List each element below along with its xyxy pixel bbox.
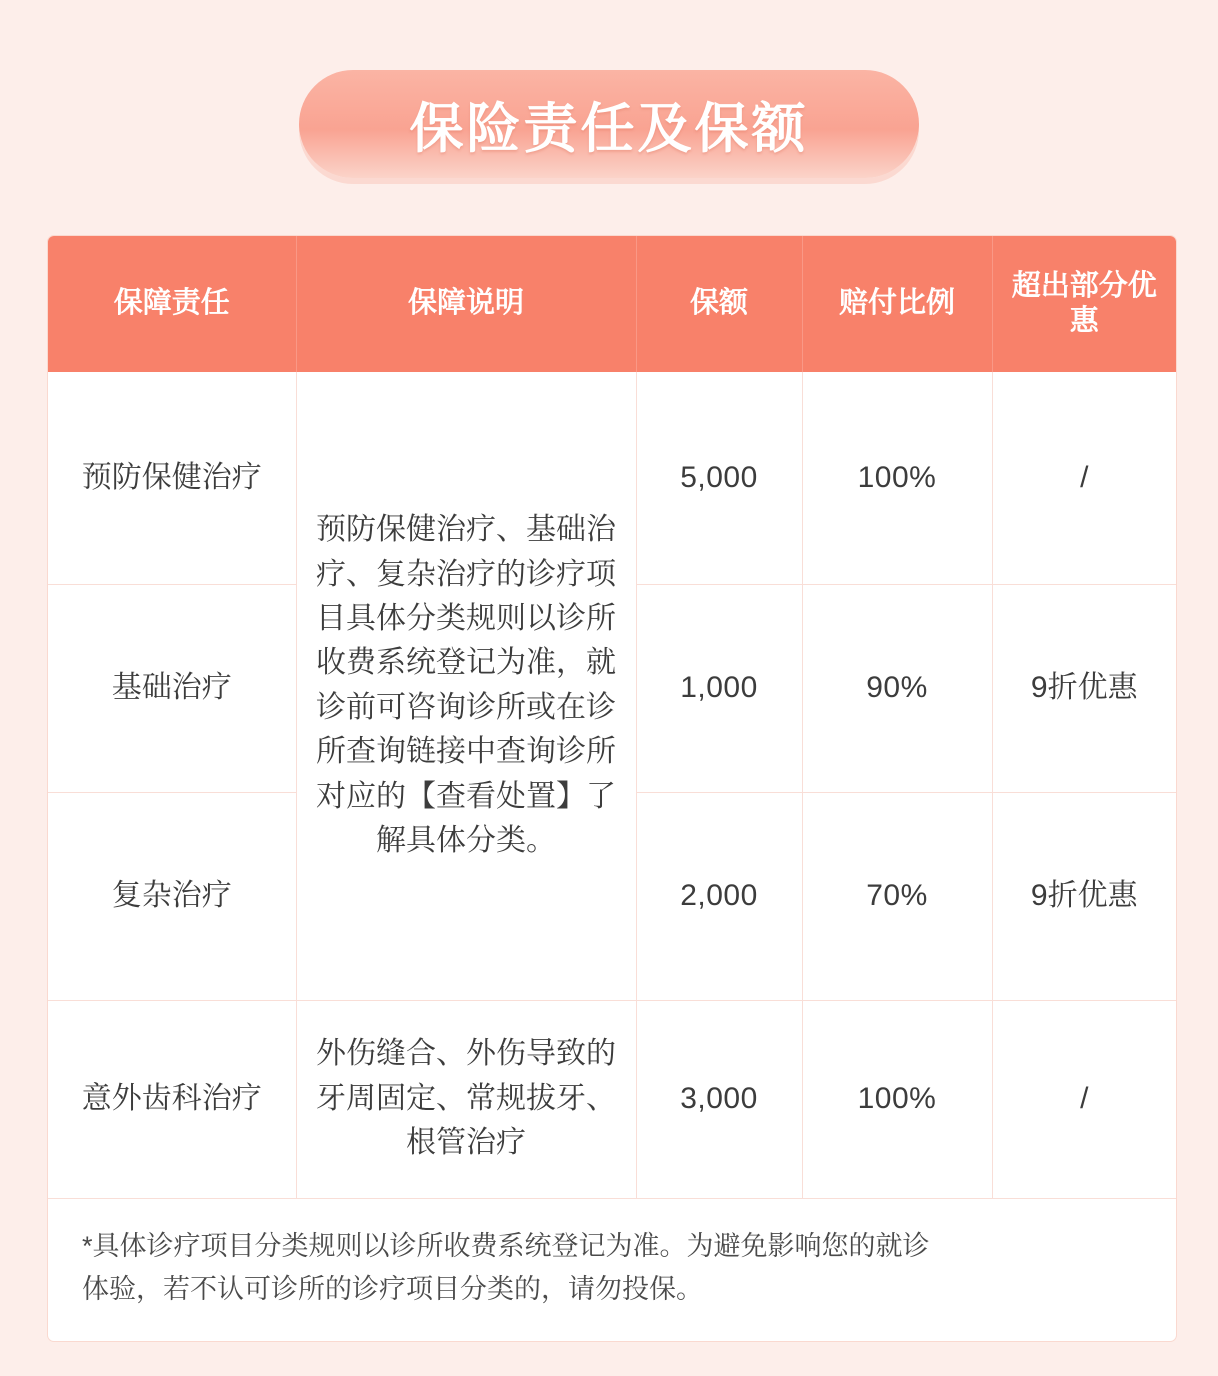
cell-amount: 3,000 [636, 1000, 802, 1198]
cell-discount: 9折优惠 [992, 584, 1176, 792]
column-header-amount: 保额 [636, 236, 802, 372]
cell-amount: 5,000 [636, 372, 802, 584]
table-header-row [48, 236, 1176, 372]
footnote-line-1: *具体诊疗项目分类规则以诊所收费系统登记为准。为避免影响您的就诊 [82, 1230, 930, 1261]
footnote-line-2: 体验，若不认可诊所的诊疗项目分类的，请勿投保。 [82, 1273, 703, 1304]
cell-duty: 基础治疗 [48, 584, 296, 792]
coverage-table-card [48, 236, 1176, 1341]
cell-duty: 预防保健治疗 [48, 372, 296, 584]
page-title: 保险责任及保额 [409, 98, 809, 159]
coverage-table [48, 236, 1176, 1199]
cell-amount: 1,000 [636, 584, 802, 792]
column-header-discount: 超出部分优惠 [992, 236, 1176, 372]
page-title-container [0, 0, 1218, 178]
cell-description: 外伤缝合、外伤导致的牙周固定、常规拔牙、根管治疗 [296, 1000, 636, 1198]
cell-discount: / [992, 372, 1176, 584]
table-footnote [48, 1199, 1176, 1341]
cell-ratio: 100% [802, 1000, 992, 1198]
table-header [48, 236, 1176, 372]
cell-discount: 9折优惠 [992, 792, 1176, 1000]
table-row [48, 1000, 1176, 1198]
cell-description-group: 预防保健治疗、基础治疗、复杂治疗的诊疗项目具体分类规则以诊所收费系统登记为准，就诊前可咨询诊所或在诊所查询链接中查询诊所对应的【查看处置】了解具体分类。 [296, 372, 636, 1000]
column-header-description: 保障说明 [296, 236, 636, 372]
cell-ratio: 90% [802, 584, 992, 792]
page-title-pill [299, 70, 919, 178]
cell-amount: 2,000 [636, 792, 802, 1000]
cell-ratio: 100% [802, 372, 992, 584]
column-header-ratio: 赔付比例 [802, 236, 992, 372]
cell-discount: / [992, 1000, 1176, 1198]
column-header-duty: 保障责任 [48, 236, 296, 372]
cell-duty: 复杂治疗 [48, 792, 296, 1000]
table-row [48, 372, 1176, 584]
cell-ratio: 70% [802, 792, 992, 1000]
cell-duty: 意外齿科治疗 [48, 1000, 296, 1198]
table-body [48, 372, 1176, 1198]
